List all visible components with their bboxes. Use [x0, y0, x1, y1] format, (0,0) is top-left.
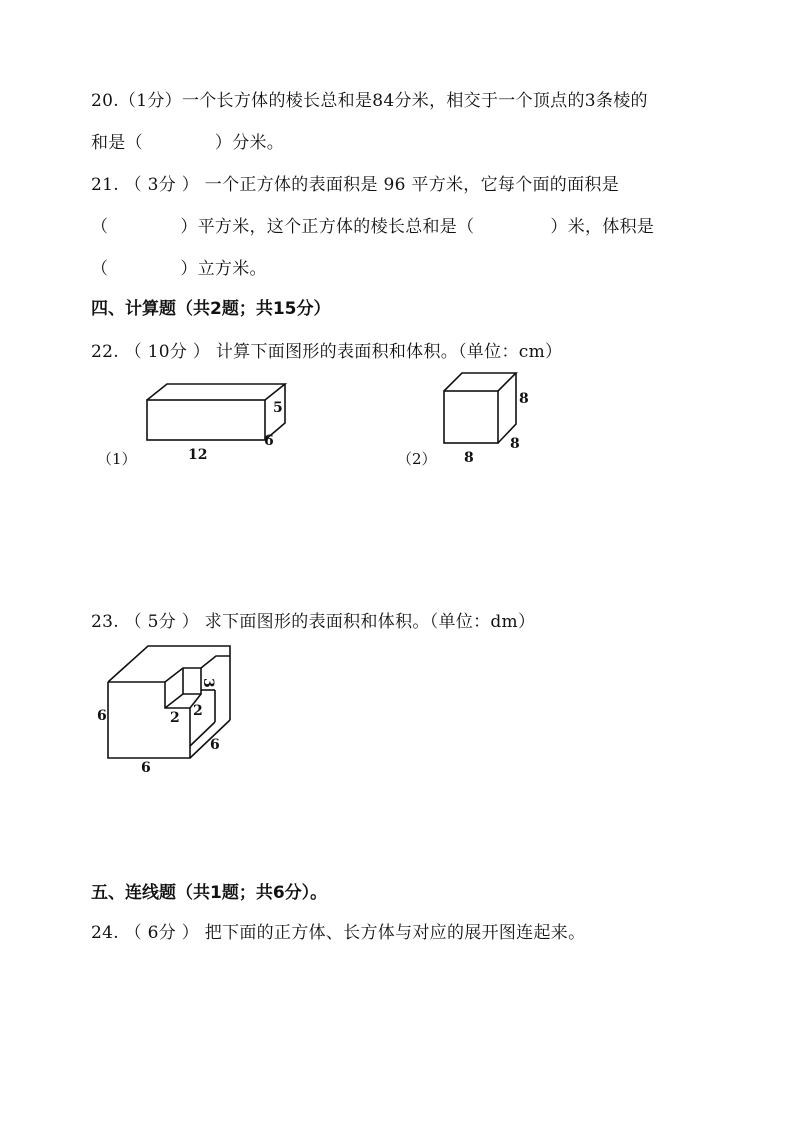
q22-fig2-length-label: 8 [464, 450, 474, 466]
q22-fig2-width-label: 8 [510, 436, 520, 452]
q23-notch-w-label: 2 [170, 710, 180, 726]
q23-width-label: 6 [210, 737, 220, 753]
q21-line3 [91, 254, 267, 279]
q20-line2-suffix: ）分米。 [214, 133, 285, 153]
q22-fig2-label: （2） [397, 450, 437, 468]
q21-line2-mid: ）平方米，这个正方体的棱长总和是（ [180, 217, 475, 237]
section-4-heading: 四、计算题（共2题；共15分） [91, 299, 331, 319]
q21-line2-open: （ [91, 217, 109, 237]
q24-text: 24. （ 6分 ） 把下面的正方体、长方体与对应的展开图连起来。 [91, 923, 586, 943]
q21-line3-end: ）立方米。 [180, 259, 267, 279]
section-5-heading: 五、连线题（共1题；共6分）。 [91, 883, 328, 903]
q21-line1: 21. （ 3分 ） 一个正方体的表面积是 96 平方米，它每个面的面积是 [91, 175, 620, 195]
q22-text: 22. （ 10分 ） 计算下面图形的表面积和体积。（单位：cm） [91, 342, 563, 362]
q22-fig1-width-label: 6 [264, 433, 274, 449]
q22-fig1-height-label: 5 [273, 400, 283, 416]
q20-line1: 20.（1分）一个长方体的棱长总和是84分米，相交于一个顶点的3条棱的 [91, 91, 648, 111]
q20-line2-prefix: 和是（ [91, 133, 143, 153]
q22-fig1-label: （1） [97, 450, 137, 468]
q23-height-label: 6 [97, 708, 107, 724]
q22-fig1-cuboid [140, 378, 300, 468]
q23-text: 23. （ 5分 ） 求下面图形的表面积和体积。（单位：dm） [91, 612, 536, 632]
q21-line2 [91, 212, 654, 237]
q21-line3-open: （ [91, 259, 109, 279]
q23-notch-d-label: 2 [193, 703, 203, 719]
q23-notched-cube [95, 642, 255, 777]
q23-notch-h-label: 3 [200, 678, 216, 688]
q22-fig2-cube [440, 370, 540, 470]
q20-line2 [91, 128, 284, 153]
q23-length-label: 6 [141, 760, 151, 776]
q22-fig2-height-label: 8 [519, 391, 529, 407]
q22-fig1-length-label: 12 [188, 447, 208, 463]
q21-line2-end: ）米，体积是 [550, 217, 655, 237]
